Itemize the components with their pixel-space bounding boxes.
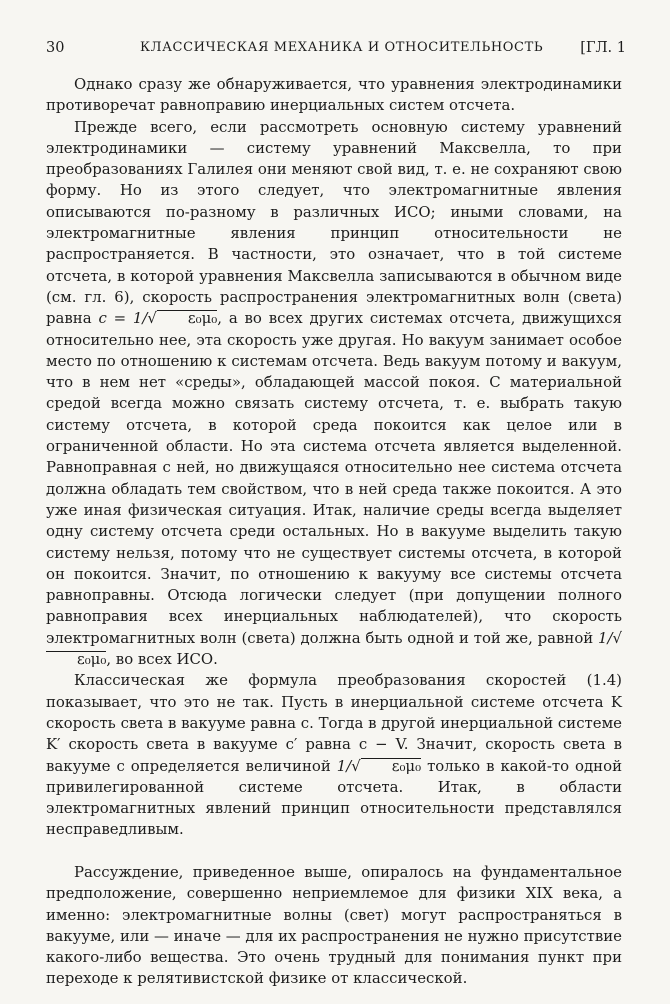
paragraph-4-text: Рассуждение, приведенное выше, опиралось на фундаментальное предположение, совершенно неприемлемое для физики XIX века, а именно: электромагнитные волны (свет) могут распространяться в вакууме, или — иначе — для их распространения не нужно присутствие какого-либо вещества. Это очень трудный для понимания пункт при переходе к релятивистской физике от классической. [46,862,622,988]
paragraph-2-text-a: Прежде всего, если рассмотреть основную систему уравнений электродинамики — систему уравнений Максвелла, то при преобразованиях Галилея они меняют свой вид, т. е. не сохраняют свою форму. Но из этого следует, что электромагнитные явления описываются по-разному в различных ИСО; иными словами, на электромагнитные явления принцип относительности не распространяется. В частности, это означает, что в той системе отсчета, в которой уравнения Максвелла записываются в обычном виде (см. гл. 6), скорость распространения электромагнитных волн (света) равна [46,117,622,328]
radicand: ε₀μ₀ [157,310,217,326]
paragraph-3 [46,670,622,840]
paragraph-1 [46,74,622,117]
page-number: 30 [46,40,65,56]
running-title: КЛАССИЧЕСКАЯ МЕХАНИКА И ОТНОСИТЕЛЬНОСТЬ [140,40,544,55]
paragraph-1-text: Однако сразу же обнаруживается, что уравнения электродинамики противоречат равноправию инерциальных систем отсчета. [46,75,622,115]
chapter-label: [ГЛ. 1 [580,40,626,56]
running-header [46,38,626,58]
paragraph-2-text-c: , во всех ИСО. [106,650,218,669]
formula-light-speed: c = 1/√ ε₀μ₀ [98,309,218,328]
paragraph-3-text-b: только в какой-то одной привилегированной системе отсчета. Итак, в области электромагнитных явлений принцип относительности представлялся несправедливым. [46,756,622,839]
formula-light-speed-2: 1/√ε₀μ₀ [46,629,622,668]
paragraph-2 [46,117,622,671]
paragraph-2-text-b: , а во всех других системах отсчета, движущихся относительно нее, эта скорость уже другая. Но вакуум занимает особое место по отношению к системам отсчета. Ведь вакуум потому и вакуум, что в нем нет «среды», обладающей массой покоя. С материальной средой всегда можно связать систему отсчета, т. е. выбрать такую систему отсчета, в которой среда покоится как целое или в ограниченной области. Но эта система отсчета является выделенной. Равноправная с ней, но движущаяся относительно нее система отсчета должна обладать тем свойством, что в ней среда также покоится. А это уже иная физическая ситуация. Итак, наличие среды всегда выделяет одну систему отсчета среди остальных. Но в вакууме выделить такую систему нельзя, потому что не существует системы отсчета, в которой он покоится. Значит, по отношению к вакууму все системы отсчета равноправны. Отсюда логически следует (при допущении полного равноправия всех инерциальных наблюдателей), что скорость электромагнитных волн (света) должна быть одной и той же, равной [46,309,622,647]
paragraph-3-text-a: Классическая же формула преобразования скоростей (1.4) показывает, что это не так. Пусть в инерциальной системе отсчета K скорость света в вакууме равна c. Тогда в другой инерциальной системе K′ скорость света в вакууме c′ равна c − V. Значит, скорость света в вакууме c определяется величиной [46,671,622,775]
radicand: ε₀μ₀ [361,758,421,774]
formula-light-speed-3: 1/√ ε₀μ₀ [336,756,422,775]
text-body [46,74,622,990]
radicand: ε₀μ₀ [46,651,106,667]
paragraph-4 [46,862,622,990]
